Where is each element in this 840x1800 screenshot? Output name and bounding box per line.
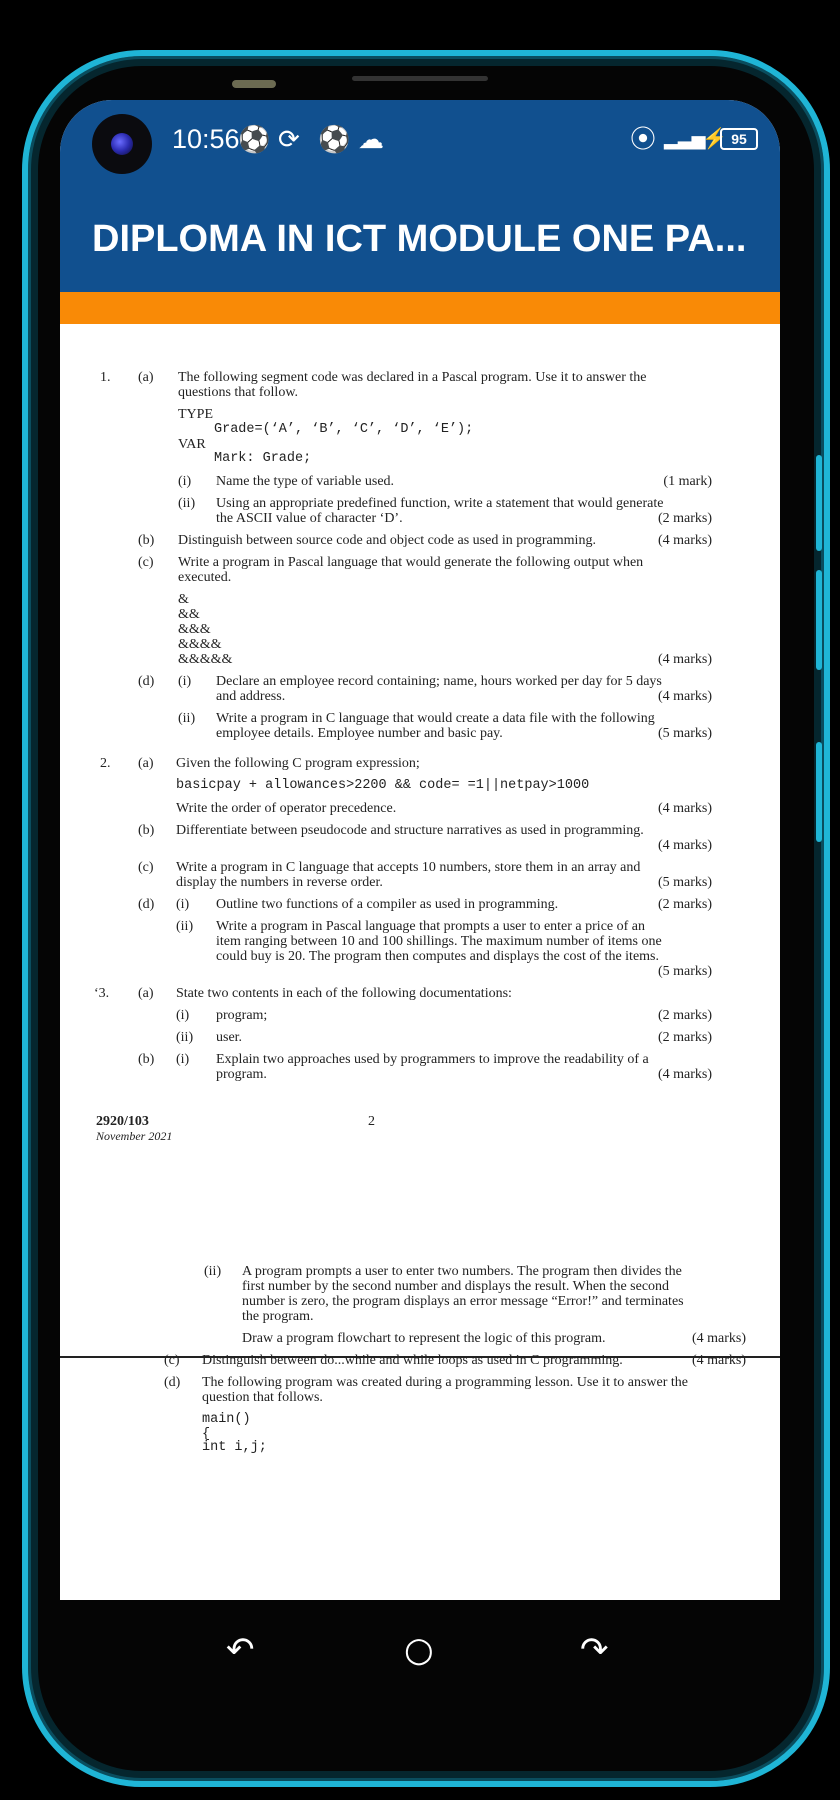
document-line: basicpay + allowances>2200 && code= =1||netpay>1000 bbox=[176, 778, 590, 793]
marks-label: (4 marks) bbox=[657, 1067, 712, 1082]
document-line: Declare an employee record containing; name, hours worked per day for 5 days bbox=[216, 674, 662, 689]
soccer-ball-icon: ⚽ bbox=[238, 124, 271, 154]
document-line: Distinguish between do...while and while loops as used in C programming. bbox=[202, 1353, 623, 1368]
document-line: (ii) bbox=[178, 496, 196, 511]
document-line: display the numbers in reverse order. bbox=[176, 875, 383, 890]
marks-label: (4 marks) bbox=[691, 1331, 746, 1346]
document-line: main() bbox=[202, 1412, 251, 1427]
document-line: Differentiate between pseudocode and structure narratives as used in programming. bbox=[176, 823, 644, 838]
document-line: (a) bbox=[138, 986, 154, 1001]
document-line: &&&&& bbox=[178, 652, 233, 667]
document-line: user. bbox=[216, 1030, 243, 1045]
document-line: && bbox=[178, 607, 200, 622]
document-line: & bbox=[178, 592, 189, 607]
document-line: (i) bbox=[176, 1052, 190, 1067]
document-line: (ii) bbox=[204, 1264, 222, 1279]
document-line: State two contents in each of the following documentations: bbox=[176, 986, 512, 1001]
document-line: (ii) bbox=[178, 711, 196, 726]
marks-label: (5 marks) bbox=[657, 964, 712, 979]
document-line: the ASCII value of character ‘D’. bbox=[216, 511, 403, 526]
charging-icon: ⚡ bbox=[702, 128, 727, 150]
status-time: 10:56 bbox=[172, 124, 240, 154]
document-line: the program. bbox=[242, 1309, 314, 1324]
marks-label: (2 marks) bbox=[657, 1008, 712, 1023]
document-line: Write a program in Pascal language that would generate the following output when bbox=[178, 555, 644, 570]
document-line: (a) bbox=[138, 370, 154, 385]
document-line: A program prompts a user to enter two numbers. The program then divides the bbox=[242, 1264, 682, 1279]
document-line: Write a program in Pascal language that prompts a user to enter a price of an bbox=[216, 919, 645, 934]
document-line: program; bbox=[216, 1008, 268, 1023]
marks-label: (4 marks) bbox=[657, 652, 712, 667]
document-line: Using an appropriate predefined function, write a statement that would generate bbox=[216, 496, 664, 511]
document-line: (c) bbox=[138, 860, 154, 875]
earpiece-speaker bbox=[352, 76, 488, 81]
document-line: (b) bbox=[138, 1052, 155, 1067]
document-line: and address. bbox=[216, 689, 286, 704]
document-line: (ii) bbox=[176, 919, 194, 934]
document-line: number is zero, the program displays an error message “Error!” and terminates bbox=[242, 1294, 684, 1309]
document-line: employee details. Employee number and basic pay. bbox=[216, 726, 503, 741]
document-line: 2. bbox=[100, 756, 111, 771]
sync-icon: ⟳ bbox=[278, 124, 300, 154]
document-line: (d) bbox=[138, 674, 155, 689]
document-line: Write a program in C language that would create a data file with the following bbox=[216, 711, 655, 726]
marks-label: (5 marks) bbox=[657, 875, 712, 890]
document-line: first number by the second number and displays the result. When the second bbox=[242, 1279, 670, 1294]
signal-icon: ▂▃▅ bbox=[664, 129, 706, 149]
document-line: (c) bbox=[164, 1353, 180, 1368]
document-line: Given the following C program expression; bbox=[176, 756, 420, 771]
document-line: Grade=(‘A’, ‘B’, ‘C’, ‘D’, ‘E’); bbox=[214, 422, 474, 437]
power-button bbox=[816, 742, 822, 842]
document-line: (i) bbox=[176, 897, 190, 912]
marks-label: (4 marks) bbox=[657, 689, 712, 704]
document-line: Draw a program flowchart to represent the logic of this program. bbox=[242, 1331, 606, 1346]
document-line: &&& bbox=[178, 622, 211, 637]
document-line: (i) bbox=[178, 674, 192, 689]
marks-label: (4 marks) bbox=[691, 1353, 746, 1368]
proximity-sensor bbox=[232, 80, 276, 88]
marks-label: (4 marks) bbox=[657, 533, 712, 548]
back-icon[interactable]: ↷ bbox=[580, 1630, 609, 1670]
marks-label: (4 marks) bbox=[657, 838, 712, 853]
document-line: (i) bbox=[178, 474, 192, 489]
document-line: TYPE bbox=[178, 407, 213, 422]
document-line: (c) bbox=[138, 555, 154, 570]
document-line: Name the type of variable used. bbox=[216, 474, 395, 489]
document-line: item ranging between 10 and 100 shillings. The maximum number of items one bbox=[216, 934, 662, 949]
document-line: The following segment code was declared in a Pascal program. Use it to answer the bbox=[178, 370, 647, 385]
document-line: Outline two functions of a compiler as used in programming. bbox=[216, 897, 559, 912]
volume-button-lower bbox=[816, 570, 822, 670]
accent-strip bbox=[60, 292, 780, 324]
document-line: (d) bbox=[138, 897, 155, 912]
document-line: program. bbox=[216, 1067, 267, 1082]
document-line: The following program was created during a programming lesson. Use it to answer the bbox=[202, 1375, 688, 1390]
document-line: int i,j; bbox=[202, 1440, 267, 1455]
marks-label: (1 mark) bbox=[663, 474, 712, 489]
marks-label: (2 marks) bbox=[657, 1030, 712, 1045]
document-line: (b) bbox=[138, 823, 155, 838]
document-line: 1. bbox=[100, 370, 111, 385]
document-line: November 2021 bbox=[96, 1129, 173, 1143]
app-bar bbox=[60, 100, 780, 292]
document-line: ‘3. bbox=[94, 986, 110, 1001]
home-icon[interactable]: ○ bbox=[404, 1630, 434, 1670]
document-line: (a) bbox=[138, 756, 154, 771]
document-line: Write the order of operator precedence. bbox=[176, 801, 397, 816]
recent-apps-icon[interactable]: ↶ bbox=[226, 1630, 255, 1670]
battery-icon: 95 bbox=[720, 128, 758, 150]
document-line: executed. bbox=[178, 570, 232, 585]
navigation-bar bbox=[60, 1603, 780, 1693]
front-camera bbox=[92, 114, 152, 174]
document-line: question that follows. bbox=[202, 1390, 323, 1405]
marks-label: (2 marks) bbox=[657, 511, 712, 526]
document-line: (i) bbox=[176, 1008, 190, 1023]
screen bbox=[60, 100, 780, 1600]
document-line: Distinguish between source code and object code as used in programming. bbox=[178, 533, 596, 548]
marks-label: (4 marks) bbox=[657, 801, 712, 816]
volume-button bbox=[816, 455, 822, 551]
document-line: (b) bbox=[138, 533, 155, 548]
status-bar bbox=[60, 100, 780, 180]
document-line: Write a program in C language that accepts 10 numbers, store them in an array and bbox=[176, 860, 641, 875]
hotspot-icon: ⦿ bbox=[630, 124, 657, 154]
soccer-ball-icon-2: ⚽ bbox=[318, 124, 351, 154]
marks-label: (2 marks) bbox=[657, 897, 712, 912]
document-line: could buy is 20. The program then computes and displays the cost of the items. bbox=[216, 949, 659, 964]
page-title: DIPLOMA IN ICT MODULE ONE PA... bbox=[92, 218, 747, 260]
marks-label: (5 marks) bbox=[657, 726, 712, 741]
document-line: questions that follow. bbox=[178, 385, 299, 400]
cloud-icon: ☁ bbox=[358, 124, 384, 154]
document-line: 2 bbox=[368, 1114, 375, 1129]
document-line: { bbox=[202, 1427, 211, 1442]
document-line: VAR bbox=[178, 437, 206, 452]
document-line: Explain two approaches used by programmers to improve the readability of a bbox=[216, 1052, 649, 1067]
document-line: &&&& bbox=[178, 637, 222, 652]
document-line: 2920/103 bbox=[96, 1114, 149, 1129]
document-line: (ii) bbox=[176, 1030, 194, 1045]
document-line: (d) bbox=[164, 1375, 181, 1390]
document-line: Mark: Grade; bbox=[214, 451, 312, 466]
